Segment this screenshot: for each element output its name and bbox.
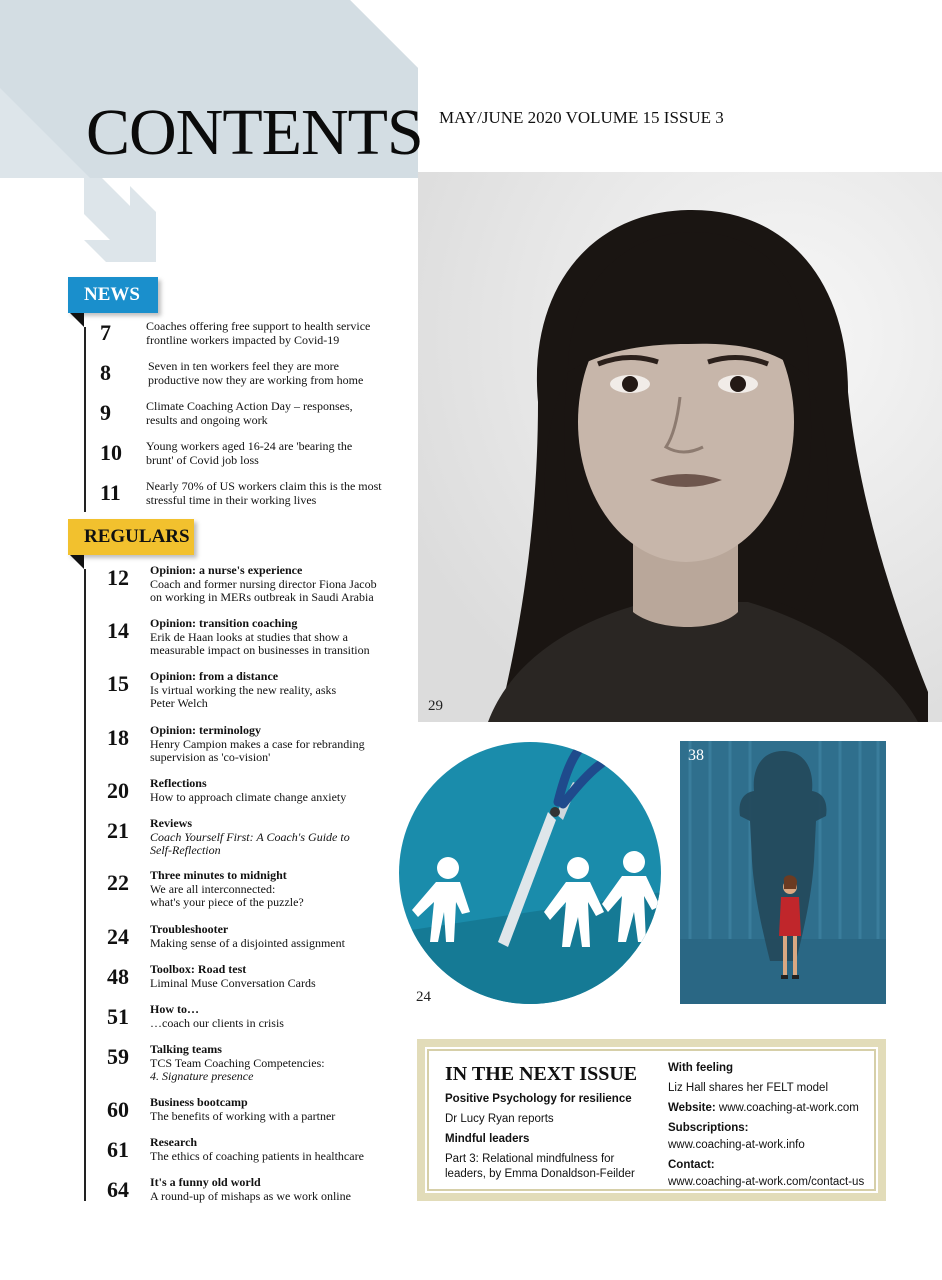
issue-info: MAY/JUNE 2020 VOLUME 15 ISSUE 3: [439, 108, 724, 127]
contact-label: Contact:: [668, 1159, 715, 1171]
regulars-item-heading: Opinion: transition coaching: [150, 616, 298, 630]
regulars-item-heading: It's a funny old world: [150, 1175, 261, 1189]
down-arrow-icon: [84, 178, 158, 264]
news-item-text: [146, 440, 396, 467]
news-item-page: 7: [100, 320, 111, 345]
regulars-item-line: Erik de Haan looks at studies that show a: [150, 629, 348, 644]
news-item-line: results and ongoing work: [146, 412, 268, 427]
regulars-item-text: [150, 869, 400, 910]
regulars-item-page: 51: [107, 1004, 129, 1029]
next-issue-item2-heading: Mindful leaders: [445, 1133, 530, 1145]
shadow-illustration: [680, 741, 886, 1004]
regulars-item-line: The ethics of coaching patients in healthcare: [150, 1148, 364, 1163]
news-item-text: [146, 320, 396, 347]
regulars-item-heading: Talking teams: [150, 1042, 222, 1056]
regulars-item-line: A round-up of mishaps as we work online: [150, 1188, 351, 1203]
regulars-item-heading: Research: [150, 1135, 198, 1149]
news-item-line: productive now they are working from home: [148, 372, 364, 387]
contact-link[interactable]: www.coaching-at-work.com/contact-us: [668, 1176, 865, 1188]
news-item-line: brunt' of Covid job loss: [146, 452, 259, 467]
regulars-item-line: Liminal Muse Conversation Cards: [150, 975, 316, 990]
regulars-item-page: 14: [107, 618, 129, 643]
regulars-item-text: [150, 1096, 400, 1123]
website-label: Website:: [668, 1102, 716, 1114]
website-link[interactable]: www.coaching-at-work.com: [718, 1102, 859, 1114]
regulars-item-text: [150, 817, 400, 858]
subscriptions-label: Subscriptions:: [668, 1122, 749, 1134]
next-issue-item1-heading: Positive Psychology for resilience: [445, 1093, 632, 1105]
regulars-item-heading: Opinion: from a distance: [150, 669, 279, 683]
regulars-item-page: 59: [107, 1044, 129, 1069]
subscriptions-link[interactable]: www.coaching-at-work.info: [668, 1139, 805, 1151]
news-item-text: [146, 400, 396, 427]
regulars-item-text: [150, 1043, 400, 1084]
news-item-page: 9: [100, 400, 111, 425]
next-issue-item1-text: Dr Lucy Ryan reports: [445, 1113, 554, 1125]
news-item-line: Coaches offering free support to health service: [146, 319, 371, 333]
regulars-item-line: How to approach climate change anxiety: [150, 789, 347, 804]
regulars-item-line: what's your piece of the puzzle?: [150, 895, 304, 909]
next-issue-title: IN THE NEXT ISSUE: [445, 1063, 638, 1085]
regulars-item-page: 12: [107, 565, 129, 590]
regulars-item-page: 64: [107, 1177, 129, 1202]
regulars-item-line: measurable impact on businesses in transition: [150, 643, 370, 657]
regulars-item-text: [150, 1176, 400, 1203]
regulars-item-heading: How to…: [150, 1002, 199, 1016]
regulars-tag-fold: [70, 555, 84, 569]
regulars-item-text: [150, 923, 400, 950]
regulars-item-line: We are all interconnected:: [150, 881, 276, 896]
regulars-item-text: [150, 724, 400, 765]
regulars-item-page: 60: [107, 1097, 129, 1122]
scissors-page-ref: 24: [416, 989, 431, 1005]
regulars-item-heading: Three minutes to midnight: [150, 868, 287, 882]
portrait-page-ref: 29: [428, 698, 443, 714]
news-item-line: Young workers aged 16-24 are 'bearing the: [146, 439, 353, 453]
shadow-page-ref: 38: [688, 747, 704, 764]
regulars-item-text: [150, 564, 400, 605]
regulars-item-line: supervision as 'co-vision': [150, 750, 271, 764]
regulars-item-line: Coach and former nursing director Fiona Jacob: [150, 576, 377, 591]
regulars-item-italic-line: Coach Yourself First: A Coach's Guide to: [150, 829, 350, 844]
news-item-page: 8: [100, 360, 111, 385]
page-title: CONTENTS: [86, 96, 423, 169]
shadow-woman-illustration: [680, 741, 886, 1004]
regulars-item-page: 48: [107, 964, 129, 989]
regulars-item-heading: Reviews: [150, 816, 192, 830]
news-item-line: stressful time in their working lives: [146, 492, 317, 507]
cover-portrait-photo: [418, 172, 942, 722]
regulars-item-page: 61: [107, 1137, 129, 1162]
news-rule: [84, 327, 86, 512]
regulars-item-line: Is virtual working the new reality, asks: [150, 682, 337, 697]
news-item-line: Climate Coaching Action Day – responses,: [146, 399, 353, 413]
regulars-item-line: on working in MERs outbreak in Saudi Arabia: [150, 590, 374, 604]
next-issue-item3-text: Liz Hall shares her FELT model: [668, 1082, 829, 1094]
regulars-item-page: 22: [107, 870, 129, 895]
next-issue-item3-heading: With feeling: [668, 1062, 734, 1074]
regulars-item-page: 24: [107, 924, 129, 949]
news-item-line: Nearly 70% of US workers claim this is the most: [146, 479, 382, 493]
next-issue-column-left: [445, 1061, 650, 1187]
regulars-item-page: 21: [107, 818, 129, 843]
regulars-item-line: TCS Team Coaching Competencies:: [150, 1055, 325, 1070]
news-item-text: [148, 360, 398, 387]
regulars-item-italic-line: Self-Reflection: [150, 843, 221, 857]
regulars-item-heading: Opinion: terminology: [150, 723, 262, 737]
next-issue-box: [417, 1039, 886, 1201]
regulars-section-tag: REGULARS: [68, 519, 194, 555]
portrait-illustration: [418, 172, 942, 722]
news-section-tag: NEWS: [68, 277, 158, 313]
regulars-item-text: [150, 670, 400, 711]
news-item-text: [146, 480, 396, 507]
next-issue-item2-text: Part 3: Relational mindfulness for leaders, by Emma Donaldson-Feilder: [445, 1153, 635, 1180]
regulars-item-line: Henry Campion makes a case for rebranding: [150, 736, 365, 751]
news-item-line: Seven in ten workers feel they are more: [148, 359, 339, 373]
regulars-item-page: 20: [107, 778, 129, 803]
regulars-item-heading: Reflections: [150, 776, 207, 790]
scissors-illustration: [398, 742, 662, 1004]
regulars-item-heading: Opinion: a nurse's experience: [150, 563, 303, 577]
news-tag-fold: [70, 313, 84, 327]
regulars-item-text: [150, 963, 400, 990]
news-item-page: 10: [100, 440, 122, 465]
regulars-item-line: The benefits of working with a partner: [150, 1108, 336, 1123]
news-item-line: frontline workers impacted by Covid-19: [146, 332, 340, 347]
next-issue-column-right: [668, 1061, 888, 1195]
regulars-rule: [84, 569, 86, 1201]
regulars-item-line: Peter Welch: [150, 696, 208, 710]
regulars-item-page: 18: [107, 725, 129, 750]
regulars-item-heading: Troubleshooter: [150, 922, 229, 936]
regulars-item-page: 15: [107, 671, 129, 696]
regulars-item-italic-line: 4. Signature presence: [150, 1069, 254, 1083]
regulars-item-heading: Toolbox: Road test: [150, 962, 247, 976]
regulars-item-text: [150, 777, 400, 804]
news-item-page: 11: [100, 480, 121, 505]
regulars-item-text: [150, 1136, 400, 1163]
regulars-item-line: Making sense of a disjointed assignment: [150, 935, 345, 950]
regulars-item-line: …coach our clients in crisis: [150, 1015, 284, 1030]
regulars-item-text: [150, 1003, 400, 1030]
regulars-item-heading: Business bootcamp: [150, 1095, 248, 1109]
regulars-item-text: [150, 617, 400, 658]
